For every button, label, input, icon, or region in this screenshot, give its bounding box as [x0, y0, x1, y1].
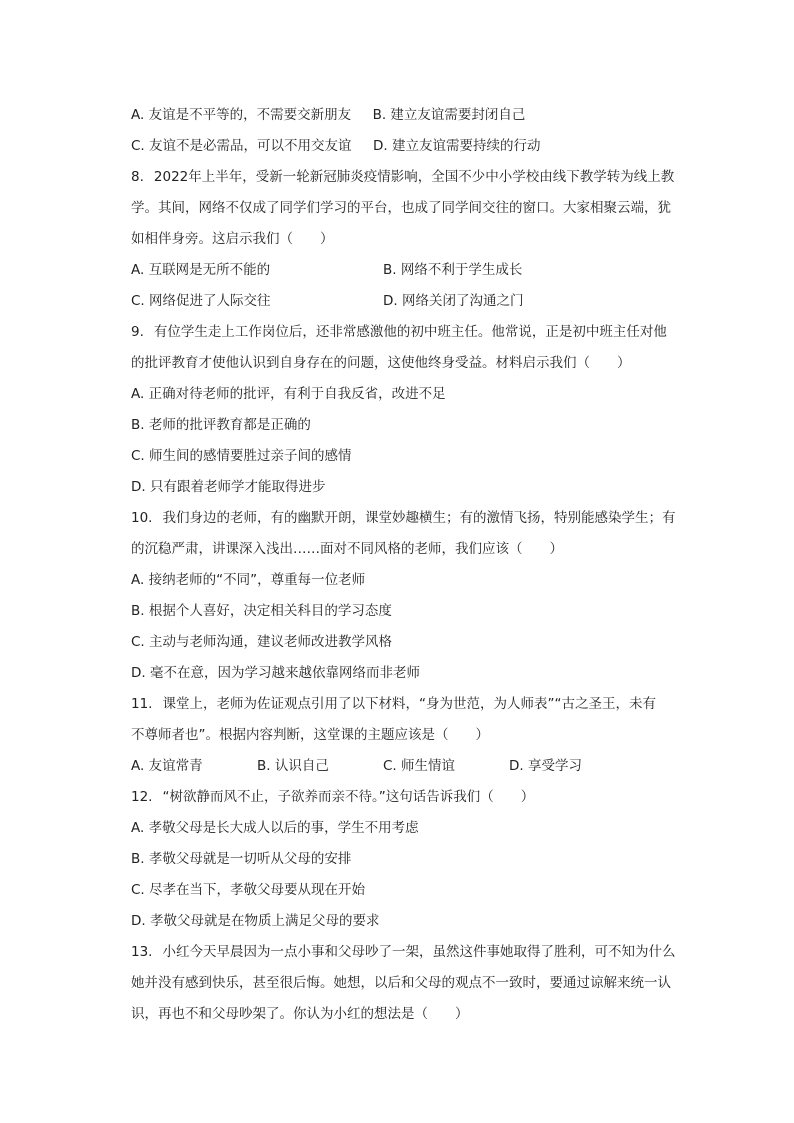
q13-stem-line-3: 识，再也不和父母吵架了。你认为小红的想法是（ ） — [131, 1006, 469, 1022]
q9-number: 9. — [131, 324, 144, 340]
q13-number: 13. — [131, 944, 153, 960]
q8-option-a: A. 互联网是无所不能的 — [131, 262, 271, 278]
q7-option-d: D. 建立友谊需要持续的行动 — [372, 138, 541, 154]
exam-page — [131, 100, 701, 1030]
q9-option-c: C. 师生间的感情要胜过亲子间的感情 — [131, 448, 352, 464]
q7-options-row-1 — [131, 100, 701, 131]
q7-option-c: C. 友谊不是必需品，可以不用交友谊 — [131, 138, 352, 154]
q8-stem-line-1 — [131, 162, 701, 193]
q10-option-b: B. 根据个人喜好，决定相关科目的学习态度 — [131, 603, 392, 619]
q11-stem-line-1 — [131, 689, 701, 720]
q11-option-d: D. 享受学习 — [509, 758, 582, 774]
q10-text-1: 我们身边的老师，有的幽默开朗，课堂妙趣横生；有的激情飞扬，特别能感染学生；有 — [162, 510, 676, 526]
q12-option-c: C. 尽孝在当下，孝敬父母要从现在开始 — [131, 882, 366, 898]
q13-stem-line-2: 她并没有感到快乐，甚至很后悔。她想，以后和父母的观点不一致时，要通过谅解来统一认 — [131, 975, 671, 991]
q10-option-d: D. 毫不在意，因为学习越来越依靠网络而非老师 — [131, 665, 420, 681]
q11-stem-line-2: 不尊师者也”。根据内容判断，这堂课的主题应该是（ ） — [131, 727, 489, 743]
q7-options-row-2 — [131, 131, 701, 162]
q10-number: 10. — [131, 510, 153, 526]
q12-option-b: B. 孝敬父母就是一切听从父母的安排 — [131, 851, 352, 867]
q11-option-b: B. 认识自己 — [257, 758, 329, 774]
q9-option-b: B. 老师的批评教育都是正确的 — [131, 417, 311, 433]
q8-text-1: 2022年上半年，受新一轮新冠肺炎疫情影响，全国不少中小学校由线下教学转为线上教 — [153, 169, 675, 185]
q12-stem-line-1 — [131, 782, 701, 813]
q13-text-1: 小红今天早晨因为一点小事和父母吵了一架，虽然这件事她取得了胜利，可不知为什么 — [162, 944, 676, 960]
q8-stem-line-3: 如相伴身旁。这启示我们（ ） — [131, 231, 334, 247]
q8-options-row-2 — [131, 286, 701, 317]
q10-stem-line-2: 的沉稳严肃，讲课深入浅出……面对不同风格的老师，我们应该（ ） — [131, 541, 563, 557]
q8-number: 8. — [131, 169, 144, 185]
q7-option-a: A. 友谊是不平等的，不需要交新朋友 — [131, 107, 352, 123]
q7-option-b: B. 建立友谊需要封闭自己 — [372, 107, 526, 123]
q9-text-1: 有位学生走上工作岗位后，还非常感激他的初中班主任。他常说，正是初中班主任对他 — [153, 324, 667, 340]
q11-option-a: A. 友谊常青 — [131, 758, 203, 774]
q12-text-1: “树欲静而风不止，子欲养而亲不待。”这句话告诉我们（ ） — [162, 789, 535, 805]
q10-stem-line-1 — [131, 503, 701, 534]
q11-text-1: 课堂上，老师为佐证观点引用了以下材料，“身为世范，为人师表”“古之圣王，未有 — [162, 696, 656, 712]
q9-option-d: D. 只有跟着老师学才能取得进步 — [131, 479, 326, 495]
q8-stem-line-2: 学。其间，网络不仅成了同学们学习的平台，也成了同学间交往的窗口。大家相聚云端，犹 — [131, 200, 671, 216]
q12-option-d: D. 孝敬父母就是在物质上满足父母的要求 — [131, 913, 380, 929]
q11-number: 11. — [131, 696, 153, 712]
q10-option-a: A. 接纳老师的“不同”，尊重每一位老师 — [131, 572, 366, 588]
q10-option-c: C. 主动与老师沟通，建议老师改进教学风格 — [131, 634, 393, 650]
q8-option-b: B. 网络不利于学生成长 — [383, 262, 523, 278]
q11-option-c: C. 师生情谊 — [383, 758, 456, 774]
q8-option-d: D. 网络关闭了沟通之门 — [383, 293, 524, 309]
q9-option-a: A. 正确对待老师的批评，有利于自我反省，改进不足 — [131, 386, 446, 402]
q8-options-row-1 — [131, 255, 701, 286]
q9-stem-line-1 — [131, 317, 701, 348]
q12-number: 12. — [131, 789, 153, 805]
q12-option-a: A. 孝敬父母是长大成人以后的事，学生不用考虑 — [131, 820, 419, 836]
q11-options-row — [131, 751, 701, 782]
q9-stem-line-2: 的批评教育才使他认识到自身存在的问题，这使他终身受益。材料启示我们（ ） — [131, 355, 631, 371]
q8-option-c: C. 网络促进了人际交往 — [131, 293, 271, 309]
q13-stem-line-1 — [131, 937, 701, 968]
